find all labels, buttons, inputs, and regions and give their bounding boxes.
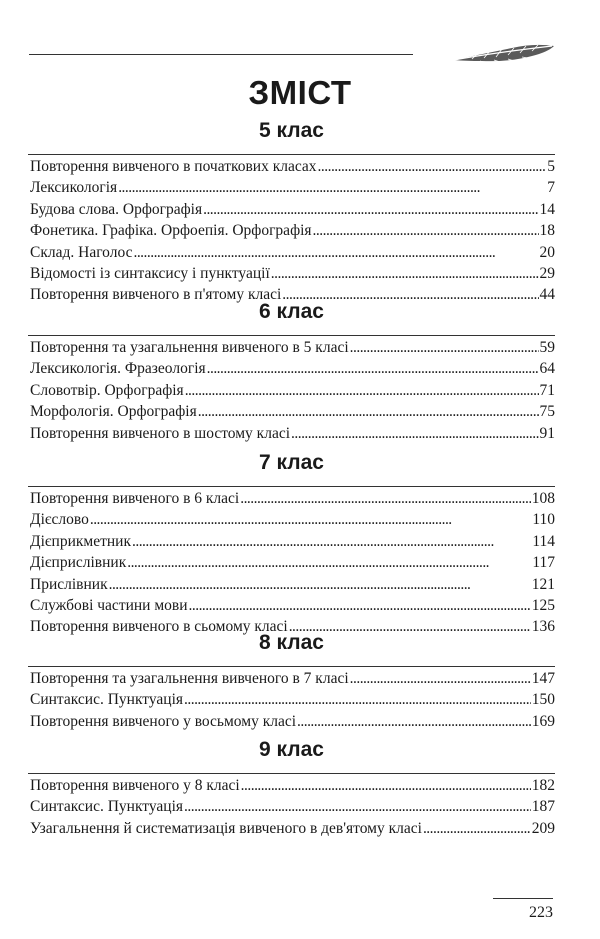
toc-entry-page: 125 (531, 596, 555, 614)
toc-entry[interactable] (28, 220, 555, 241)
leader-dots (118, 177, 546, 198)
toc-entry-page: 71 (539, 381, 555, 399)
toc-entry-page: 59 (539, 339, 555, 356)
leader-dots (132, 531, 531, 552)
toc-entry[interactable] (28, 199, 555, 220)
toc-entry[interactable] (28, 156, 555, 177)
toc-list (28, 666, 555, 732)
toc-entry[interactable] (28, 574, 555, 595)
leader-dots (241, 775, 531, 796)
toc-entry-title: Будова слова. Орфографія (30, 200, 203, 218)
toc-entry-page: 187 (531, 798, 555, 816)
toc-entry[interactable] (28, 552, 555, 573)
toc-entry-page: 29 (539, 264, 555, 282)
toc-entry[interactable] (28, 358, 555, 379)
toc-list (28, 773, 555, 839)
toc-entry[interactable] (28, 242, 555, 263)
toc-entry-title: Повторення та узагальнення вивченого в 5 класі (30, 339, 349, 356)
toc-entry-title: Узагальнення й систематизація вивченого в дев'ятому класі (30, 819, 422, 837)
toc-entry[interactable] (28, 337, 555, 358)
section-heading: 7 клас (259, 451, 324, 474)
toc-entry-page: 150 (531, 691, 555, 709)
toc-entry-page: 169 (531, 712, 555, 730)
leader-dots (184, 689, 531, 710)
toc-entry-title: Склад. Наголос (30, 243, 133, 261)
toc-entry-page: 5 (547, 158, 555, 175)
leader-dots (127, 552, 531, 573)
toc-section-grade-7 (28, 450, 555, 638)
section-heading: 6 клас (259, 300, 324, 323)
toc-entry[interactable] (28, 595, 555, 616)
page-title: ЗМІСТ (248, 74, 352, 111)
toc-entry[interactable] (28, 380, 555, 401)
leader-dots (423, 818, 531, 839)
toc-entry-title: Відомості із синтаксису і пунктуації (30, 264, 270, 282)
leader-dots (207, 358, 539, 379)
leader-dots (313, 220, 539, 241)
leader-dots (350, 337, 539, 358)
toc-entry[interactable] (28, 668, 555, 689)
toc-section-grade-8 (28, 630, 555, 732)
toc-section-grade-6 (28, 299, 555, 444)
leader-dots (271, 263, 539, 284)
toc-entry-title: Повторення вивченого в 6 класі (30, 490, 240, 507)
toc-entry-title: Повторення вивченого у 8 класі (30, 777, 240, 794)
toc-entry-page: 7 (547, 179, 555, 197)
toc-entry-title: Дієслово (30, 511, 89, 529)
leader-dots (240, 488, 531, 509)
toc-entry-title: Повторення вивченого в шостому класі (30, 424, 291, 442)
toc-entry[interactable] (28, 689, 555, 710)
section-heading: 5 клас (259, 119, 324, 142)
leader-dots (203, 199, 538, 220)
toc-section-grade-9 (28, 737, 555, 839)
toc-entry[interactable] (28, 177, 555, 198)
toc-list (28, 335, 555, 444)
toc-entry[interactable] (28, 488, 555, 509)
toc-entry-title: Повторення вивченого в п'ятому класі (30, 286, 282, 304)
toc-entry[interactable] (28, 509, 555, 530)
leader-dots (133, 242, 538, 263)
leader-dots (318, 156, 547, 177)
toc-entry[interactable] (28, 711, 555, 732)
leader-dots (291, 423, 538, 444)
leader-dots (185, 380, 539, 401)
toc-entry-page: 14 (539, 200, 555, 218)
leader-dots (109, 574, 531, 595)
toc-entry[interactable] (28, 818, 555, 839)
toc-entry-page: 117 (532, 554, 555, 572)
toc-entry-page: 44 (539, 286, 555, 304)
toc-entry-title: Повторення та узагальнення вивченого в 7 класі (30, 670, 349, 687)
toc-entry-title: Синтаксис. Пунктуація (30, 798, 184, 816)
toc-entry-page: 108 (531, 490, 555, 507)
toc-list (28, 154, 555, 306)
toc-entry-page: 147 (531, 670, 555, 687)
toc-entry-page: 75 (539, 403, 555, 421)
leader-dots (198, 401, 539, 422)
leader-dots (189, 595, 531, 616)
feather-icon (452, 40, 556, 68)
toc-entry[interactable] (28, 796, 555, 817)
footer-rule (493, 898, 553, 899)
toc-entry-title: Синтаксис. Пунктуація (30, 691, 184, 709)
leader-dots (184, 796, 531, 817)
toc-entry-title: Службові частини мови (30, 596, 188, 614)
toc-entry-page: 182 (531, 777, 555, 794)
toc-section-grade-5 (28, 118, 555, 306)
toc-entry[interactable] (28, 423, 555, 444)
toc-entry-page: 91 (539, 424, 555, 442)
toc-entry-title: Дієприкметник (30, 532, 131, 550)
toc-entry-title: Прислівник (30, 575, 108, 593)
leader-dots (90, 509, 531, 530)
toc-entry-title: Повторення вивченого в сьомому класі (30, 618, 288, 636)
toc-entry-title: Повторення вивченого в початкових класах (30, 158, 317, 175)
toc-entry[interactable] (28, 775, 555, 796)
toc-entry-title: Лексикологія. Фразеологія (30, 360, 206, 378)
section-heading: 9 клас (259, 738, 324, 761)
toc-entry-title: Лексикологія (30, 179, 118, 197)
toc-entry[interactable] (28, 531, 555, 552)
toc-entry-page: 64 (539, 360, 555, 378)
toc-entry-page: 209 (531, 819, 555, 837)
toc-entry-page: 121 (531, 575, 555, 593)
toc-list (28, 486, 555, 638)
toc-entry[interactable] (28, 401, 555, 422)
header-rule (29, 54, 413, 55)
section-heading: 8 клас (259, 631, 324, 654)
toc-entry-title: Словотвір. Орфографія (30, 381, 184, 399)
toc-entry-title: Дієприслівник (30, 554, 127, 572)
page-number: 223 (529, 904, 553, 921)
toc-entry[interactable] (28, 263, 555, 284)
toc-entry-page: 20 (539, 243, 555, 261)
toc-entry-title: Повторення вивченого у восьмому класі (30, 712, 297, 730)
leader-dots (350, 668, 531, 689)
toc-entry-page: 114 (532, 532, 555, 550)
toc-entry-page: 110 (532, 511, 555, 529)
leader-dots (297, 711, 531, 732)
toc-entry-page: 18 (539, 222, 555, 240)
toc-entry-title: Морфологія. Орфографія (30, 403, 197, 421)
toc-entry-title: Фонетика. Графіка. Орфоепія. Орфографія (30, 222, 312, 240)
toc-entry-page: 136 (531, 618, 555, 636)
